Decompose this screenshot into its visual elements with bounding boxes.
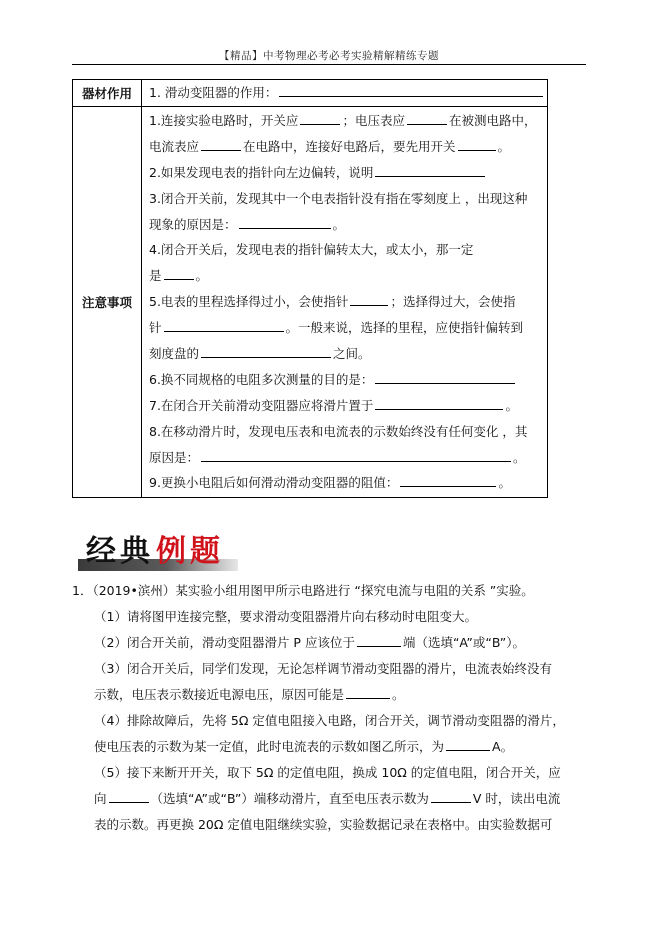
answer-blank[interactable] bbox=[300, 109, 340, 125]
answer-blank[interactable] bbox=[346, 683, 390, 699]
problem-line: 示数，电压表示数接近电源电压，原因可能是 。 bbox=[72, 682, 586, 708]
answer-blank[interactable] bbox=[407, 109, 447, 125]
answer-blank[interactable] bbox=[164, 264, 194, 280]
note-line: 原因是： 。 bbox=[149, 445, 547, 471]
problem-line: 使电压表的示数为某一定值，此时电流表的示数如图乙所示，为 A。 bbox=[72, 734, 586, 760]
note-line: 6.换不同规格的电阻多次测量的目的是： bbox=[149, 367, 547, 393]
page-header: 【精品】中考物理必考必考实验精解精练专题 bbox=[219, 50, 439, 62]
note-line: 3.闭合开关前，发现其中一个电表指针没有指在零刻度上 ，出现这种 bbox=[149, 190, 528, 206]
answer-blank[interactable] bbox=[375, 368, 515, 384]
note-line: 1.连接实验电路时，开关应 ；电压表应 在被测电路中， bbox=[149, 108, 547, 134]
example-problem bbox=[72, 578, 586, 838]
note-line: 电流表应 在电路中，连接好电路后，要先用开关 。 bbox=[149, 134, 547, 160]
answer-blank[interactable] bbox=[201, 135, 241, 151]
answer-blank[interactable] bbox=[375, 161, 485, 177]
note-line: 刻度盘的 之间。 bbox=[149, 341, 547, 367]
note-line: 7.在闭合开关前滑动变阻器应将滑片置于 。 bbox=[149, 393, 547, 419]
answer-blank[interactable] bbox=[164, 316, 284, 332]
answer-blank[interactable] bbox=[201, 446, 511, 462]
problem-line: （5）接下来断开开关，取下 5Ω 的定值电阻，换成 10Ω 的定值电阻，闭合开关，应 bbox=[94, 765, 561, 780]
notes-cell bbox=[142, 107, 548, 498]
answer-blank[interactable] bbox=[239, 213, 331, 229]
problem-line: （3）闭合开关后，同学们发现，无论怎样调节滑动变阻器的滑片，电流表始终没有 bbox=[94, 661, 552, 676]
equipment-function-cell bbox=[142, 80, 548, 107]
problem-line: （1）请将图甲连接完整，要求滑动变阻器滑片向右移动时电阻变大。 bbox=[94, 609, 477, 624]
answer-blank[interactable] bbox=[109, 787, 149, 803]
note-line: 4.闭合开关后，发现电表的指针偏转太大，或太小，那一定 bbox=[149, 242, 474, 258]
answer-blank[interactable] bbox=[279, 81, 543, 97]
equipment-text: 1. 滑动变阻器的作用： bbox=[149, 85, 278, 100]
note-line: 2.如果发现电表的指针向左边偏转，说明 bbox=[149, 160, 547, 186]
note-line: 现象的原因是： 。 bbox=[149, 212, 547, 238]
classic-examples-banner bbox=[78, 526, 238, 570]
answer-blank[interactable] bbox=[400, 471, 496, 487]
row-label-notes: 注意事项 bbox=[73, 107, 142, 498]
problem-line: （4）排除故障后，先将 5Ω 定值电阻接入电路，闭合开关，调节滑动变阻器的滑片， bbox=[94, 713, 565, 728]
row-label-equipment: 器材作用 bbox=[73, 80, 142, 107]
note-line: 8.在移动滑片时，发现电压表和电流表的示数始终没有任何变化 ，其 bbox=[149, 423, 528, 439]
note-line: 针 。一般来说，选择的里程，应使指针偏转到 bbox=[149, 315, 547, 341]
banner-title-examples: 例题 bbox=[156, 534, 224, 569]
header-divider bbox=[72, 64, 586, 65]
table-row bbox=[73, 80, 548, 107]
problem-line: （2）闭合开关前，滑动变阻器滑片 P 应该位于 端（选填“A”或“B”）。 bbox=[72, 630, 586, 656]
answer-blank[interactable] bbox=[431, 787, 471, 803]
answer-blank[interactable] bbox=[201, 342, 331, 358]
note-line: 9.更换小电阻后如何滑动滑动变阻器的阻值： 。 bbox=[149, 470, 547, 496]
note-line: 5.电表的里程选择得过小，会使指针 ；选择得过大，会使指 bbox=[149, 289, 547, 315]
note-line: 是 。 bbox=[149, 263, 547, 289]
answer-blank[interactable] bbox=[350, 290, 388, 306]
answer-blank[interactable] bbox=[446, 735, 490, 751]
experiment-notes-table bbox=[72, 79, 548, 498]
answer-blank[interactable] bbox=[458, 135, 496, 151]
answer-blank[interactable] bbox=[357, 631, 401, 647]
banner-title-classic: 经典 bbox=[86, 534, 154, 569]
problem-line: 1．（2019•滨州）某实验小组用图甲所示电路进行 “探究电流与电阻的关系 ”实验。 bbox=[72, 583, 534, 598]
problem-line: 向 （选填“A”或“B”）端移动滑片，直至电压表示数为 V 时，读出电流 bbox=[72, 786, 586, 812]
answer-blank[interactable] bbox=[375, 394, 503, 410]
table-row bbox=[73, 107, 548, 498]
problem-line: 表的示数。再更换 20Ω 定值电阻继续实验，实验数据记录在表格中。由实验数据可 bbox=[94, 817, 553, 832]
